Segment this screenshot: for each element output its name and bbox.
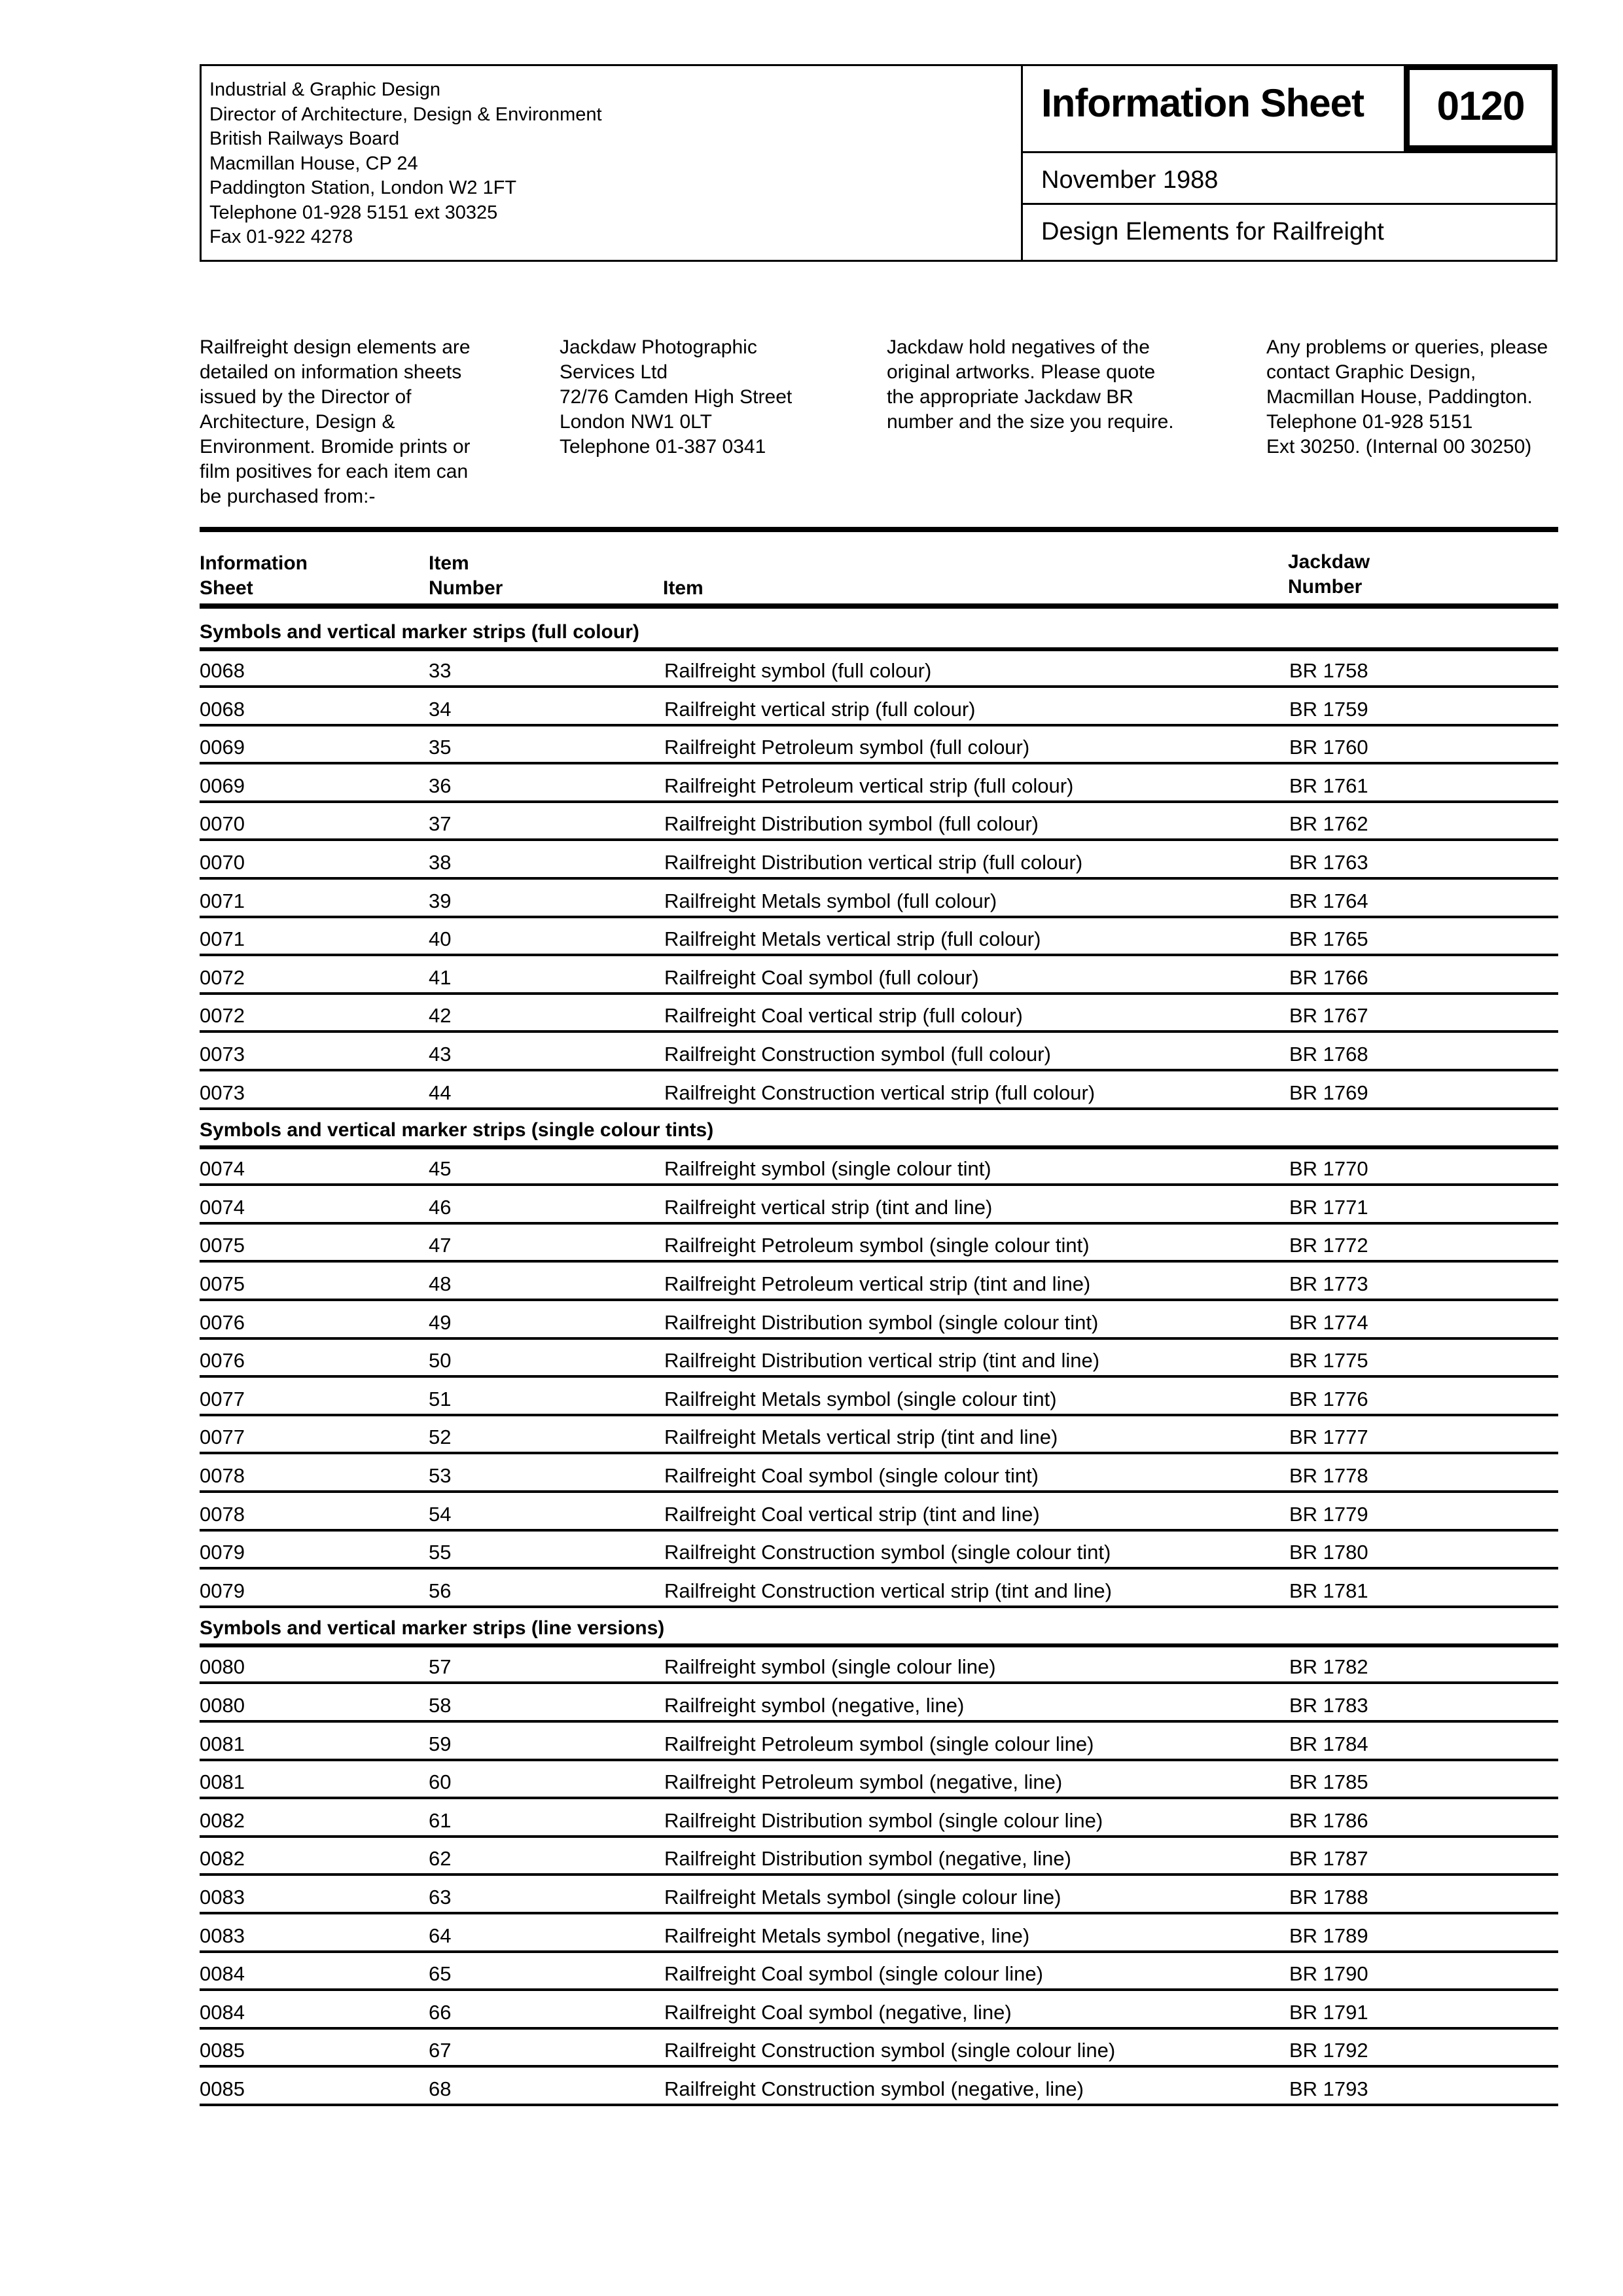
cell-item-number: 47	[429, 1234, 452, 1257]
intro-column-2	[560, 335, 792, 459]
row-rule	[200, 1912, 1558, 1914]
table-row	[200, 1953, 1558, 1991]
cell-item: Railfreight Construction vertical strip (tint and line)	[664, 1579, 1112, 1602]
cell-jackdaw-number: BR 1782	[1289, 1655, 1368, 1679]
row-rule	[200, 954, 1558, 956]
cell-information-sheet: 0079	[200, 1579, 245, 1602]
cell-item: Railfreight Construction symbol (full colour)	[664, 1043, 1051, 1066]
cell-item-number: 52	[429, 1426, 452, 1449]
cell-item-number: 49	[429, 1310, 452, 1334]
column-header-line: Number	[429, 577, 503, 599]
cell-item-number: 44	[429, 1081, 452, 1104]
table-row	[200, 765, 1558, 803]
address-line: Telephone 01-928 5151 ext 30325	[209, 202, 498, 223]
cell-item: Railfreight Distribution symbol (single colour line)	[664, 1808, 1103, 1832]
cell-item-number: 58	[429, 1694, 452, 1717]
cell-item: Railfreight vertical strip (tint and line)	[664, 1195, 993, 1219]
row-rule	[200, 1260, 1558, 1263]
table-row	[200, 918, 1558, 956]
table-row	[200, 2068, 1558, 2106]
document-title: Information Sheet	[1041, 81, 1364, 125]
cell-item: Railfreight Metals vertical strip (full colour)	[664, 927, 1041, 951]
intro-line: London NW1 0LT	[560, 411, 712, 433]
cell-information-sheet: 0085	[200, 2077, 245, 2100]
cell-information-sheet: 0075	[200, 1234, 245, 1257]
row-rule	[200, 1490, 1558, 1493]
table-row	[200, 689, 1558, 726]
cell-information-sheet: 0068	[200, 659, 245, 682]
cell-item-number: 45	[429, 1157, 452, 1181]
section-title: Symbols and vertical marker strips (single colour tints)	[200, 1119, 714, 1141]
cell-information-sheet: 0080	[200, 1655, 245, 1679]
cell-jackdaw-number: BR 1778	[1289, 1464, 1368, 1487]
table-row	[200, 1263, 1558, 1301]
header-bottom-rule	[200, 603, 1558, 609]
cell-information-sheet: 0069	[200, 736, 245, 759]
table-row	[200, 1455, 1558, 1493]
cell-information-sheet: 0070	[200, 812, 245, 836]
row-rule	[200, 1567, 1558, 1570]
cell-item: Railfreight Coal vertical strip (full colour)	[664, 1004, 1023, 1028]
cell-information-sheet: 0073	[200, 1081, 245, 1104]
table-row	[200, 1570, 1558, 1608]
cell-item: Railfreight Coal symbol (single colour tint)	[664, 1464, 1039, 1487]
cell-item-number: 64	[429, 1924, 452, 1947]
cell-item-number: 57	[429, 1655, 452, 1679]
intro-column-3	[887, 335, 1174, 435]
intro-line: Macmillan House, Paddington.	[1266, 386, 1533, 408]
cell-item-number: 40	[429, 927, 452, 951]
row-rule	[200, 2104, 1558, 2106]
cell-jackdaw-number: BR 1771	[1289, 1195, 1368, 1219]
cell-information-sheet: 0074	[200, 1195, 245, 1219]
cell-information-sheet: 0070	[200, 851, 245, 874]
intro-line: number and the size you require.	[887, 411, 1174, 433]
cell-item: Railfreight Petroleum symbol (single colour tint)	[664, 1234, 1090, 1257]
cell-item-number: 67	[429, 2039, 452, 2062]
row-rule	[200, 1414, 1558, 1416]
cell-item-number: 61	[429, 1808, 452, 1832]
cell-information-sheet: 0082	[200, 1847, 245, 1871]
cell-item-number: 50	[429, 1349, 452, 1372]
intro-line: be purchased from:-	[200, 486, 376, 507]
cell-item: Railfreight Petroleum symbol (full colour)	[664, 736, 1030, 759]
intro-line: Railfreight design elements are	[200, 336, 471, 358]
cell-item: Railfreight Construction symbol (single colour line)	[664, 2039, 1116, 2062]
intro-line: detailed on information sheets	[200, 361, 462, 383]
cell-information-sheet: 0076	[200, 1349, 245, 1372]
intro-line: Environment. Bromide prints or	[200, 436, 471, 457]
row-rule	[200, 1681, 1558, 1684]
cell-item: Railfreight vertical strip (full colour)	[664, 697, 976, 721]
row-rule	[200, 838, 1558, 841]
table-row	[200, 1072, 1558, 1110]
table-row	[200, 995, 1558, 1033]
cell-item: Railfreight Petroleum vertical strip (tint and line)	[664, 1272, 1091, 1295]
cell-item-number: 43	[429, 1043, 452, 1066]
cell-jackdaw-number: BR 1787	[1289, 1847, 1368, 1871]
cell-item-number: 53	[429, 1464, 452, 1487]
row-rule	[200, 1797, 1558, 1799]
cell-information-sheet: 0069	[200, 774, 245, 797]
cell-item: Railfreight Coal symbol (negative, line)	[664, 2000, 1012, 2024]
intro-line: Jackdaw hold negatives of the	[887, 336, 1150, 358]
table-row	[200, 1685, 1558, 1723]
cell-information-sheet: 0081	[200, 1732, 245, 1755]
cell-item: Railfreight Metals symbol (full colour)	[664, 889, 997, 912]
cell-item: Railfreight Petroleum vertical strip (full colour)	[664, 774, 1074, 797]
address-line: Fax 01-922 4278	[209, 226, 353, 247]
section-title: Symbols and vertical marker strips (line versions)	[200, 1617, 665, 1640]
table-row	[200, 1225, 1558, 1263]
cell-jackdaw-number: BR 1759	[1289, 697, 1368, 721]
row-rule	[200, 1720, 1558, 1723]
cell-jackdaw-number: BR 1775	[1289, 1349, 1368, 1372]
row-rule	[200, 916, 1558, 918]
table-top-rule	[200, 527, 1558, 532]
table-row	[200, 1800, 1558, 1838]
row-rule	[200, 1835, 1558, 1838]
row-rule	[200, 685, 1558, 688]
column-header-jackdaw	[1288, 550, 1370, 600]
cell-item-number: 41	[429, 965, 452, 989]
cell-item-number: 33	[429, 659, 452, 682]
row-rule	[200, 1183, 1558, 1186]
table-row	[200, 1646, 1558, 1684]
cell-information-sheet: 0081	[200, 1770, 245, 1794]
cell-jackdaw-number: BR 1791	[1289, 2000, 1368, 2024]
cell-information-sheet: 0083	[200, 1886, 245, 1909]
cell-item: Railfreight Coal symbol (single colour line)	[664, 1962, 1043, 1986]
issue-date: November 1988	[1041, 166, 1219, 194]
cell-item: Railfreight symbol (full colour)	[664, 659, 932, 682]
cell-jackdaw-number: BR 1793	[1289, 2077, 1368, 2100]
date-row	[1023, 151, 1556, 205]
address-line: Industrial & Graphic Design	[209, 79, 440, 100]
column-header-line: Item	[429, 552, 469, 574]
cell-information-sheet: 0083	[200, 1924, 245, 1947]
cell-jackdaw-number: BR 1783	[1289, 1694, 1368, 1717]
table-row	[200, 1876, 1558, 1914]
cell-jackdaw-number: BR 1779	[1289, 1502, 1368, 1526]
cell-jackdaw-number: BR 1761	[1289, 774, 1368, 797]
cell-information-sheet: 0078	[200, 1502, 245, 1526]
table-row	[200, 842, 1558, 880]
cell-jackdaw-number: BR 1781	[1289, 1579, 1368, 1602]
table-row	[200, 2030, 1558, 2068]
cell-item: Railfreight symbol (single colour line)	[664, 1655, 996, 1679]
cell-information-sheet: 0085	[200, 2039, 245, 2062]
cell-item-number: 56	[429, 1579, 452, 1602]
cell-jackdaw-number: BR 1763	[1289, 851, 1368, 874]
cell-item-number: 63	[429, 1886, 452, 1909]
cell-item-number: 66	[429, 2000, 452, 2024]
cell-jackdaw-number: BR 1790	[1289, 1962, 1368, 1986]
cell-jackdaw-number: BR 1769	[1289, 1081, 1368, 1104]
row-rule	[200, 1222, 1558, 1225]
intro-line: Architecture, Design &	[200, 411, 395, 433]
address-line: Director of Architecture, Design & Environment	[209, 103, 602, 125]
row-rule	[200, 1452, 1558, 1454]
row-rule	[200, 1605, 1558, 1608]
row-rule	[200, 2065, 1558, 2068]
intro-line: Any problems or queries, please	[1266, 336, 1548, 358]
cell-jackdaw-number: BR 1766	[1289, 965, 1368, 989]
cell-item-number: 60	[429, 1770, 452, 1794]
cell-jackdaw-number: BR 1776	[1289, 1387, 1368, 1410]
cell-item: Railfreight Coal vertical strip (tint and line)	[664, 1502, 1040, 1526]
table-row	[200, 1838, 1558, 1876]
cell-information-sheet: 0071	[200, 889, 245, 912]
cell-item: Railfreight Construction symbol (negative, line)	[664, 2077, 1084, 2100]
row-rule	[200, 992, 1558, 995]
table-row	[200, 1148, 1558, 1186]
cell-jackdaw-number: BR 1792	[1289, 2039, 1368, 2062]
cell-jackdaw-number: BR 1768	[1289, 1043, 1368, 1066]
cell-item: Railfreight Metals vertical strip (tint and line)	[664, 1426, 1058, 1449]
cell-jackdaw-number: BR 1764	[1289, 889, 1368, 912]
cell-item-number: 37	[429, 812, 452, 836]
cell-item-number: 55	[429, 1541, 452, 1564]
cell-jackdaw-number: BR 1774	[1289, 1310, 1368, 1334]
row-rule	[200, 800, 1558, 803]
cell-information-sheet: 0079	[200, 1541, 245, 1564]
cell-jackdaw-number: BR 1789	[1289, 1924, 1368, 1947]
table-row	[200, 650, 1558, 688]
cell-jackdaw-number: BR 1765	[1289, 927, 1368, 951]
title-row	[1023, 66, 1556, 151]
intro-column-1	[200, 335, 471, 509]
header-title-panel	[1021, 66, 1556, 260]
row-rule	[200, 1988, 1558, 1991]
intro-line: Ext 30250. (Internal 00 30250)	[1266, 436, 1532, 457]
cell-item-number: 46	[429, 1195, 452, 1219]
cell-item: Railfreight Distribution vertical strip (tint and line)	[664, 1349, 1100, 1372]
cell-information-sheet: 0076	[200, 1310, 245, 1334]
cell-jackdaw-number: BR 1770	[1289, 1157, 1368, 1181]
cell-item: Railfreight Distribution symbol (single colour tint)	[664, 1310, 1099, 1334]
cell-item-number: 36	[429, 774, 452, 797]
sender-address	[209, 78, 1014, 250]
intro-line: 72/76 Camden High Street	[560, 386, 793, 408]
cell-item-number: 48	[429, 1272, 452, 1295]
address-line: British Railways Board	[209, 128, 400, 149]
cell-item: Railfreight Coal symbol (full colour)	[664, 965, 979, 989]
column-header-sheet	[200, 551, 308, 601]
cell-item-number: 65	[429, 1962, 452, 1986]
intro-line: contact Graphic Design,	[1266, 361, 1476, 383]
row-rule	[200, 1069, 1558, 1071]
cell-jackdaw-number: BR 1788	[1289, 1886, 1368, 1909]
cell-item-number: 51	[429, 1387, 452, 1410]
row-rule	[200, 1529, 1558, 1532]
cell-item-number: 35	[429, 736, 452, 759]
cell-jackdaw-number: BR 1777	[1289, 1426, 1368, 1449]
table-row	[200, 880, 1558, 918]
cell-item: Railfreight Petroleum symbol (single colour line)	[664, 1732, 1094, 1755]
cell-item: Railfreight Distribution symbol (negative, line)	[664, 1847, 1071, 1871]
cell-item: Railfreight Distribution vertical strip (full colour)	[664, 851, 1083, 874]
cell-information-sheet: 0075	[200, 1272, 245, 1295]
cell-jackdaw-number: BR 1773	[1289, 1272, 1368, 1295]
row-rule	[200, 877, 1558, 880]
cell-jackdaw-number: BR 1772	[1289, 1234, 1368, 1257]
cell-information-sheet: 0084	[200, 2000, 245, 2024]
cell-information-sheet: 0071	[200, 927, 245, 951]
row-rule	[200, 1873, 1558, 1876]
table-row	[200, 1532, 1558, 1570]
cell-information-sheet: 0068	[200, 697, 245, 721]
cell-jackdaw-number: BR 1762	[1289, 812, 1368, 836]
cell-jackdaw-number: BR 1767	[1289, 1004, 1368, 1028]
row-rule	[200, 1337, 1558, 1340]
intro-line: film positives for each item can	[200, 461, 469, 482]
cell-item-number: 59	[429, 1732, 452, 1755]
table-row	[200, 803, 1558, 841]
cell-item: Railfreight Metals symbol (single colour line)	[664, 1886, 1061, 1909]
cell-jackdaw-number: BR 1780	[1289, 1541, 1368, 1564]
table-row	[200, 1494, 1558, 1532]
cell-item: Railfreight symbol (negative, line)	[664, 1694, 965, 1717]
table-row	[200, 1915, 1558, 1953]
sheet-number-box: 0120	[1404, 64, 1558, 151]
row-rule	[200, 1107, 1558, 1110]
cell-information-sheet: 0077	[200, 1426, 245, 1449]
column-header-item-number	[429, 551, 503, 601]
address-line: Paddington Station, London W2 1FT	[209, 177, 517, 198]
cell-jackdaw-number: BR 1760	[1289, 736, 1368, 759]
column-header-line: Number	[1288, 576, 1363, 598]
row-rule	[200, 2027, 1558, 2030]
column-header-line: Jackdaw	[1288, 551, 1370, 573]
table-row	[200, 1302, 1558, 1340]
row-rule	[200, 1375, 1558, 1378]
cell-item: Railfreight Metals symbol (negative, line)	[664, 1924, 1030, 1947]
cell-information-sheet: 0080	[200, 1694, 245, 1717]
intro-column-4	[1266, 335, 1548, 459]
cell-jackdaw-number: BR 1786	[1289, 1808, 1368, 1832]
cell-item-number: 42	[429, 1004, 452, 1028]
table-row	[200, 726, 1558, 764]
section-title: Symbols and vertical marker strips (full colour)	[200, 621, 639, 643]
table-row	[200, 1416, 1558, 1454]
cell-item-number: 62	[429, 1847, 452, 1871]
column-header-item: Item	[663, 577, 704, 599]
intro-line: the appropriate Jackdaw BR	[887, 386, 1133, 408]
cell-item-number: 54	[429, 1502, 452, 1526]
intro-line: original artworks. Please quote	[887, 361, 1156, 383]
table-row	[200, 1992, 1558, 2030]
cell-information-sheet: 0077	[200, 1387, 245, 1410]
cell-item: Railfreight Petroleum symbol (negative, line)	[664, 1770, 1063, 1794]
table-row	[200, 1378, 1558, 1416]
document-subject: Design Elements for Railfreight	[1041, 218, 1384, 245]
cell-jackdaw-number: BR 1784	[1289, 1732, 1368, 1755]
row-rule	[200, 724, 1558, 726]
intro-line: Telephone 01-928 5151	[1266, 411, 1473, 433]
row-rule	[200, 1030, 1558, 1033]
cell-item: Railfreight Distribution symbol (full colour)	[664, 812, 1039, 836]
cell-jackdaw-number: BR 1785	[1289, 1770, 1368, 1794]
cell-item-number: 39	[429, 889, 452, 912]
cell-information-sheet: 0074	[200, 1157, 245, 1181]
header-box	[200, 64, 1558, 262]
row-rule	[200, 1759, 1558, 1761]
table-row	[200, 1340, 1558, 1378]
intro-line: issued by the Director of	[200, 386, 412, 408]
cell-item-number: 38	[429, 851, 452, 874]
cell-item: Railfreight Construction vertical strip (full colour)	[664, 1081, 1096, 1104]
table-row	[200, 957, 1558, 995]
cell-jackdaw-number: BR 1758	[1289, 659, 1368, 682]
row-rule	[200, 762, 1558, 764]
address-line: Macmillan House, CP 24	[209, 152, 418, 174]
cell-information-sheet: 0084	[200, 1962, 245, 1986]
cell-information-sheet: 0078	[200, 1464, 245, 1487]
cell-information-sheet: 0073	[200, 1043, 245, 1066]
row-rule	[200, 1299, 1558, 1301]
cell-information-sheet: 0072	[200, 965, 245, 989]
cell-item: Railfreight Metals symbol (single colour tint)	[664, 1387, 1057, 1410]
column-header-line: Sheet	[200, 577, 253, 599]
cell-information-sheet: 0082	[200, 1808, 245, 1832]
intro-line: Telephone 01-387 0341	[560, 436, 766, 457]
table-row	[200, 1033, 1558, 1071]
row-rule	[200, 1950, 1558, 1953]
cell-item-number: 34	[429, 697, 452, 721]
table-row	[200, 1761, 1558, 1799]
cell-item: Railfreight Construction symbol (single colour tint)	[664, 1541, 1111, 1564]
cell-information-sheet: 0072	[200, 1004, 245, 1028]
column-header-line: Information	[200, 552, 308, 574]
cell-item: Railfreight symbol (single colour tint)	[664, 1157, 991, 1181]
table-row	[200, 1723, 1558, 1761]
table-row	[200, 1187, 1558, 1225]
intro-line: Services Ltd	[560, 361, 668, 383]
cell-item-number: 68	[429, 2077, 452, 2100]
intro-line: Jackdaw Photographic	[560, 336, 757, 358]
